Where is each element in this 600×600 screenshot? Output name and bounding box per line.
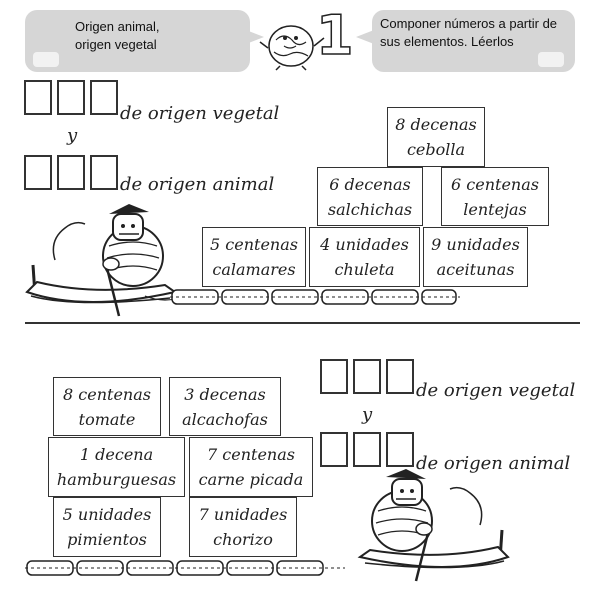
card-item: salchichas <box>327 199 413 219</box>
card-amount: 6 decenas <box>329 174 411 194</box>
card-amount: 5 centenas <box>210 235 298 254</box>
card-item: carne picada <box>198 470 304 489</box>
card-amount: 7 centenas <box>207 445 295 464</box>
bubble-left-line2: origen vegetal <box>75 37 157 52</box>
digit-box-units[interactable] <box>90 80 118 115</box>
card-item: cebolla <box>406 140 466 159</box>
digit-box-units[interactable] <box>90 155 118 190</box>
food-card <box>48 437 185 497</box>
card-item: aceitunas <box>436 260 515 279</box>
top-conjunction: y <box>67 125 78 146</box>
food-card <box>317 167 423 226</box>
digit-box-tens[interactable] <box>353 359 381 394</box>
digit-box-tens[interactable] <box>57 80 85 115</box>
card-item: tomate <box>78 409 136 429</box>
card-item: pimientos <box>67 530 147 549</box>
digit-box-hundreds[interactable] <box>24 155 52 190</box>
digit-box-units[interactable] <box>386 359 414 394</box>
top-pontoon-row <box>170 286 460 308</box>
food-card <box>189 497 297 557</box>
instruction-bubble-left <box>25 10 250 72</box>
card-amount: 9 unidades <box>431 235 520 254</box>
card-item: chorizo <box>213 530 273 549</box>
card-item: alcachofas <box>182 409 268 429</box>
section-divider <box>25 322 580 324</box>
bubble-right-line1: Componer números a partir de <box>380 16 558 31</box>
digit-box-hundreds[interactable] <box>320 359 348 394</box>
food-card <box>169 377 281 436</box>
digit-box-units[interactable] <box>386 432 414 467</box>
sailor-boat-illustration <box>330 465 510 585</box>
card-amount: 8 centenas <box>63 384 151 404</box>
card-item: chuleta <box>334 260 395 279</box>
food-card <box>189 437 313 497</box>
digit-box-hundreds[interactable] <box>24 80 52 115</box>
bubble-right-line2: sus elementos. Léerlos <box>380 34 514 49</box>
digit-box-tens[interactable] <box>57 155 85 190</box>
digit-box-hundreds[interactable] <box>320 432 348 467</box>
digit-box-tens[interactable] <box>353 432 381 467</box>
bottom-label-vegetal: de origen vegetal <box>416 380 576 401</box>
top-label-animal: de origen animal <box>120 174 275 195</box>
bubble-right-pointer <box>354 30 374 44</box>
food-card <box>53 377 161 436</box>
card-item: lentejas <box>463 199 527 219</box>
instruction-bubble-right <box>372 10 575 72</box>
card-amount: 7 unidades <box>198 505 288 524</box>
page-number: 1 <box>316 4 354 67</box>
card-amount: 5 unidades <box>62 505 152 524</box>
food-card <box>423 227 528 287</box>
bottom-label-animal: de origen animal <box>416 453 571 474</box>
card-amount: 1 decena <box>79 445 154 464</box>
bubble-left-line1: Origen animal, <box>75 19 160 34</box>
food-card <box>309 227 420 287</box>
card-amount: 8 decenas <box>395 115 477 134</box>
card-amount: 6 centenas <box>451 174 539 194</box>
bubble-right-tag <box>538 52 564 67</box>
food-card <box>387 107 485 167</box>
food-card <box>53 497 161 557</box>
bottom-pontoon-row <box>25 557 345 579</box>
card-amount: 3 decenas <box>184 384 266 404</box>
bubble-left-tag <box>33 52 59 67</box>
food-card <box>202 227 306 287</box>
card-item: calamares <box>212 260 296 279</box>
top-label-vegetal: de origen vegetal <box>120 103 280 124</box>
card-item: hamburguesas <box>56 470 177 489</box>
card-amount: 4 unidades <box>320 235 409 254</box>
food-card <box>441 167 549 226</box>
bottom-conjunction: y <box>362 404 373 425</box>
